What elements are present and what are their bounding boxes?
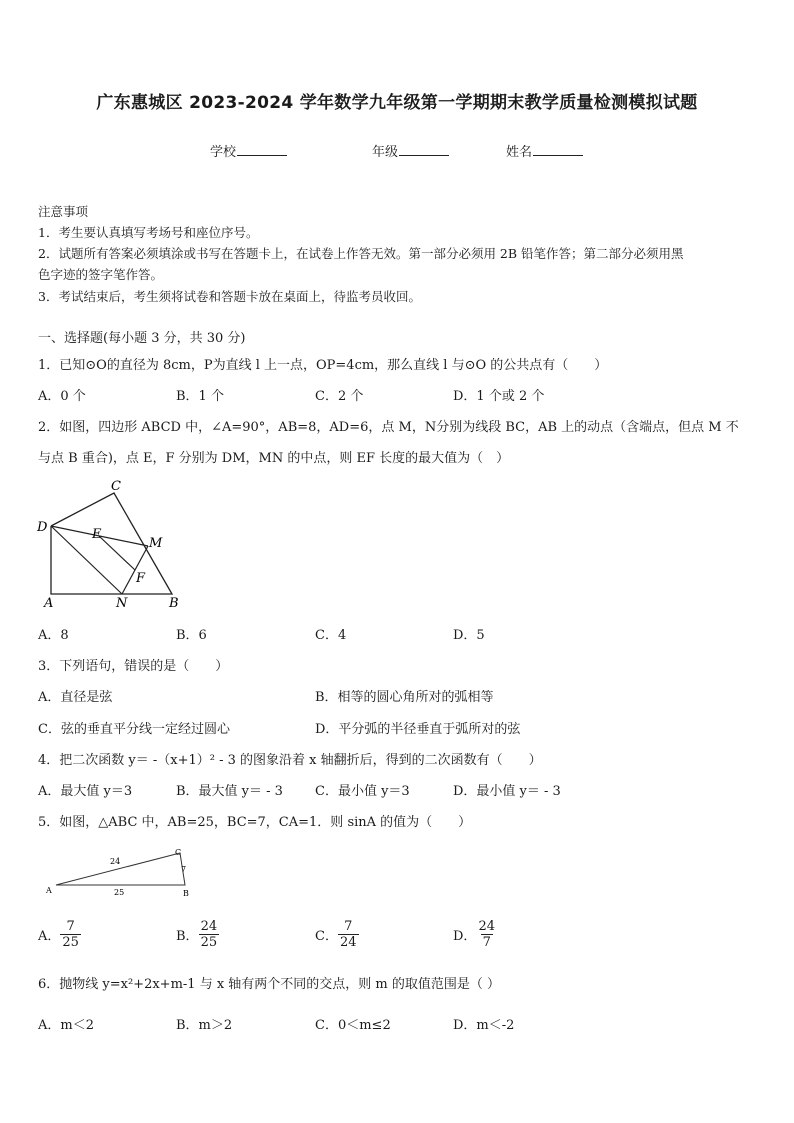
page-title: 广东惠城区 2023-2024 学年数学九年级第一学期期末教学质量检测模拟试题 (96, 93, 698, 113)
segment-ef (99, 536, 135, 570)
q2-option-d[interactable]: D．5 (453, 628, 485, 643)
section-heading: 一、选择题(每小题 3 分，共 30 分) (38, 331, 246, 346)
fraction (338, 919, 359, 950)
label-e: E (92, 527, 102, 542)
question-5-stem: 5．如图，△ABC 中，AB=25，BC=7，CA=1．则 sinA 的值为（ ） (38, 815, 472, 830)
option-letter: A． (38, 929, 61, 944)
notice-heading: 注意事项 (38, 204, 89, 219)
label-a: A (44, 596, 54, 611)
numerator: 24 (200, 919, 218, 934)
q2-option-a[interactable]: A．8 (38, 628, 69, 643)
q1-option-c[interactable]: C．2 个 (315, 389, 364, 404)
option-letter: C． (315, 929, 338, 944)
q4-option-a[interactable]: A．最大值 y＝3 (38, 784, 133, 799)
notice-item: 1．考生要认真填写考场号和座位序号。 (38, 225, 259, 240)
fraction (476, 919, 497, 950)
denominator: 25 (62, 935, 79, 950)
school-blank[interactable] (237, 143, 287, 156)
grade-blank[interactable] (399, 143, 449, 156)
question-2-stem-line1: 2．如图，四边形 ABCD 中，∠A=90°，AB=8，AD=6，点 M，N分别为线段 BC，AB 上的动点（含端点，但点 M 不 (38, 420, 739, 435)
label-b: B (169, 596, 179, 611)
q2-option-b[interactable]: B．6 (176, 628, 207, 643)
grade-label: 年级 (372, 145, 399, 160)
q2-option-c[interactable]: C．4 (315, 628, 347, 643)
label-c: C (175, 848, 182, 857)
question-3-stem: 3．下列语句，错误的是（ ） (38, 659, 229, 674)
option-letter: B． (176, 929, 199, 944)
q3-option-d[interactable]: D．平分弧的半径垂直于弧所对的弦 (315, 722, 521, 737)
numerator: 7 (344, 919, 353, 934)
fraction (199, 919, 220, 950)
q1-option-a[interactable]: A．0 个 (38, 389, 86, 404)
question-4-stem: 4．把二次函数 y＝ -（x+1）² - 3 的图象沿着 x 轴翻折后，得到的二次函数有（ ） (38, 753, 542, 768)
q4-option-c[interactable]: C．最小值 y＝3 (315, 784, 410, 799)
q5-option-b[interactable] (176, 919, 219, 950)
q6-option-b[interactable]: B．m＞2 (176, 1018, 233, 1033)
q1-option-d[interactable]: D．1 个或 2 个 (453, 389, 545, 404)
q5-option-c[interactable] (315, 919, 359, 950)
numerator: 24 (478, 919, 495, 934)
name-label: 姓名 (506, 145, 533, 160)
triangle-abc (56, 853, 185, 885)
q4-option-b[interactable]: B．最大值 y＝ - 3 (176, 784, 283, 799)
q3-option-c[interactable]: C．弦的垂直平分线一定经过圆心 (38, 722, 230, 737)
q2-quadrilateral-figure (30, 474, 200, 614)
fraction (60, 919, 81, 950)
option-letter: D． (453, 929, 477, 944)
q5-option-a[interactable] (38, 919, 81, 950)
name-blank[interactable] (533, 143, 583, 156)
label-c: C (111, 479, 121, 494)
q3-option-a[interactable]: A．直径是弦 (38, 690, 113, 705)
denominator: 25 (200, 935, 218, 950)
q3-option-b[interactable]: B．相等的圆心角所对的弧相等 (315, 690, 494, 705)
notice-item: 色字迹的签字笔作答。 (38, 267, 164, 282)
notice-item: 2．试题所有答案必须填涂或书写在答题卡上，在试卷上作答无效。第一部分必须用 2B 铅笔作答；第二部分必须用黑 (38, 246, 684, 261)
label-b: B (183, 889, 189, 898)
q6-option-c[interactable]: C．0＜m≤2 (315, 1018, 391, 1033)
school-label: 学校 (210, 145, 237, 160)
label-a: A (46, 886, 52, 895)
denominator: 24 (339, 935, 357, 950)
label-m: M (149, 536, 163, 551)
label-f: F (136, 571, 146, 586)
numerator: 7 (66, 919, 75, 934)
side-bc-length: 7 (181, 865, 187, 874)
grade-field[interactable] (372, 141, 449, 160)
q1-option-b[interactable]: B．1 个 (176, 389, 224, 404)
label-d: D (37, 520, 48, 535)
side-ab-length: 25 (114, 888, 125, 897)
q5-option-d[interactable] (453, 919, 497, 950)
q6-option-d[interactable]: D．m＜-2 (453, 1018, 515, 1033)
notice-item: 3．考试结束后，考生须将试卷和答题卡放在桌面上，待监考员收回。 (38, 289, 421, 304)
q4-option-d[interactable]: D．最小值 y＝ - 3 (453, 784, 561, 799)
side-ca-length: 24 (110, 857, 121, 866)
q6-option-a[interactable]: A．m＜2 (38, 1018, 94, 1033)
question-6-stem: 6．抛物线 y=x²+2x+m-1 与 x 轴有两个不同的交点，则 m 的取值范围是（ ） (38, 977, 501, 992)
q5-triangle-figure (40, 846, 200, 902)
denominator: 7 (482, 935, 491, 950)
school-field[interactable] (210, 141, 287, 160)
name-field[interactable] (506, 141, 583, 160)
label-n: N (116, 596, 128, 611)
segment-dn (51, 526, 122, 594)
question-2-stem-line2: 与点 B 重合)，点 E，F 分别为 DM，MN 的中点，则 EF 长度的最大值为（ ） (38, 451, 510, 466)
question-1-stem: 1．已知⊙O的直径为 8cm，P为直线 l 上一点，OP=4cm，那么直线 l 与⊙O 的公共点有（ ） (38, 358, 608, 373)
